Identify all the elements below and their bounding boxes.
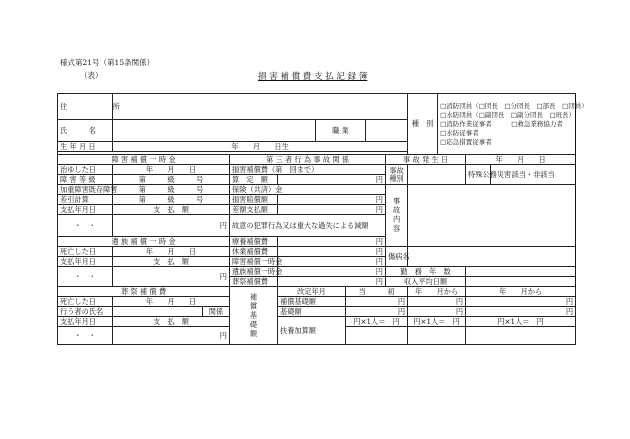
performer-label: 行う者の氏名 [58, 307, 113, 317]
name-label: 氏 名 [58, 120, 113, 142]
injury-label: 傷病名 [386, 247, 408, 267]
per-person-2: 円×1人＝ 円 [408, 317, 466, 327]
form-number: 様式第21号（第15条関係） [60, 58, 155, 67]
from-2: 年 月から [466, 287, 576, 297]
base-yen: 円 [346, 307, 408, 317]
base-label: 基礎額 [278, 307, 346, 317]
income-label: 収入平均日額 [386, 277, 466, 287]
supp-field-1 [346, 327, 408, 345]
deduction-grade: 第 級 号 [113, 195, 230, 205]
medical-yen: 円 [278, 237, 386, 247]
occupation-label: 職 業 [316, 120, 366, 142]
base-amount-yen-3: 円 [466, 297, 576, 307]
funeral-section: 葬 祭 補 償 費 [58, 287, 230, 297]
occupation-field [366, 120, 408, 142]
cure-date-label: 治ゆした日 [58, 165, 113, 175]
work-years-label: 勤 務 年 数 [386, 267, 466, 277]
base-yen-2: 円 [408, 307, 466, 317]
supp-field-3 [466, 327, 576, 345]
accident-detail-label: 事故内容 [386, 185, 408, 247]
payment-date-label: 支払年月日 [58, 205, 113, 215]
per-person-3: 円×1人＝ 円 [466, 317, 576, 327]
side-label: （表） [80, 71, 103, 80]
death-date-value: 年 月 日 [113, 247, 230, 257]
injury-field [408, 247, 576, 267]
initial-label: 当 初 [346, 287, 408, 297]
bereaved-section: 遺 族 補 償 一 時 金 [58, 237, 230, 247]
accident-type-label: 事故種別 [386, 165, 408, 185]
calc-amount-label: 算 定 額 [230, 175, 278, 185]
disability-lump-label: 障害補償一時金 [230, 257, 278, 267]
medical-label: 療養補償費 [230, 237, 278, 247]
income-field [466, 277, 576, 287]
leave-yen: 円 [278, 247, 386, 257]
accident-date-value: 年 月 日 [466, 155, 576, 165]
accident-detail-field [408, 185, 576, 247]
accident-type-field [408, 165, 466, 185]
base-vertical-label: 補償基礎額 [230, 287, 278, 345]
cure-date-value: 年 月 日 [113, 165, 230, 175]
funeral-cost-label: 葬祭補償費 [230, 277, 278, 287]
compensation-yen: 円 [278, 195, 386, 205]
base-amount-yen: 円 [346, 297, 408, 307]
bereaved-yen: 円 [113, 267, 230, 287]
per-person-1: 円×1人＝ 円 [346, 317, 408, 327]
bereaved-payment-amount: 支 払 額 [113, 257, 230, 267]
name-field [113, 120, 316, 142]
bereaved-dots: ・ ・ [58, 267, 113, 287]
payment-date-value: ・ ・ [58, 215, 113, 237]
funeral-dots: ・ ・ [58, 327, 113, 345]
funeral-payment-amount: 支 払 額 [113, 317, 230, 327]
funeral-yen: 円 [113, 327, 230, 345]
category-options: □消防団員（□団長 □分団長 □部長 □団員） □水防団員（□副団長 □副分団長 □班長） □消防作業従事者 □救急業務協力者 □水防従事者 □応急措置従事者 [438, 94, 576, 155]
base-yen-3: 円 [466, 307, 576, 317]
address-label: 住 所 [58, 94, 113, 120]
payment-record-form [57, 93, 588, 345]
funeral-death-value: 年 月 日 [113, 297, 230, 307]
category-label: 種 別 [408, 94, 438, 155]
special-public-label: 特殊公務災害 [466, 165, 491, 185]
net-compensation-label: 差額支払額 [230, 205, 278, 215]
supp-label: 扶養加算額 [278, 317, 346, 345]
damage-amount: 損害補償費（第 回まで） [230, 165, 386, 175]
birth-label: 生 年 月 日 [58, 142, 113, 152]
death-date-label: 死亡した日 [58, 247, 113, 257]
payment-amount-yen: 円 [113, 215, 230, 237]
disability-grade-label: 障 害 等 級 [58, 175, 113, 185]
bereaved-payment-date: 支払年月日 [58, 257, 113, 267]
base-amount-yen-2: 円 [408, 297, 466, 307]
insurance-label: 保険（共済）金 [230, 185, 386, 195]
disability-lump-yen: 円 [278, 257, 386, 267]
bereaved-lump-yen: 円 [278, 267, 386, 277]
performer-field [113, 307, 203, 317]
accident-date-label: 事 故 発 生 日 [386, 155, 466, 165]
calc-amount-yen: 円 [278, 175, 386, 185]
birth-value: 年 月 日生 [113, 142, 408, 152]
funeral-cost-yen: 円 [278, 277, 386, 287]
applicable-value: 該当・非該当 [491, 165, 576, 185]
bereaved-lump-label: 遺族補償一時金 [230, 267, 278, 277]
work-years-field [466, 267, 576, 277]
revision-label: 改定年月 [278, 287, 346, 297]
additional-grade: 第 級 号 [113, 185, 230, 195]
additional-label: 加重障害既存障害 [58, 185, 113, 195]
grade-value: 第 級 号 [113, 175, 230, 185]
intentional-label: 故意の犯罪行為又は重大な過失による減額 [230, 215, 386, 237]
page-title: 損 害 補 償 費 支 払 記 録 簿 [258, 72, 368, 82]
net-compensation-yen: 円 [278, 205, 386, 215]
base-amount-label: 補償基礎額 [278, 297, 346, 307]
payment-amount-label: 支 払 額 [113, 205, 230, 215]
leave-label: 休業補償費 [230, 247, 278, 257]
supp-field-2 [408, 327, 466, 345]
disability-section: 障 害 補 償 一 時 金 [58, 155, 230, 165]
funeral-death-label: 死亡した日 [58, 297, 113, 307]
address-field [113, 94, 408, 120]
funeral-payment-date: 支払年月日 [58, 317, 113, 327]
relation-label: 関係 [203, 307, 230, 317]
compensation-label: 損害賠償額 [230, 195, 278, 205]
third-party-section: 第 三 者 行 為 事 故 関 係 [230, 155, 386, 165]
from-1: 年 月から [408, 287, 466, 297]
deduction-label: 差引計算 [58, 195, 113, 205]
